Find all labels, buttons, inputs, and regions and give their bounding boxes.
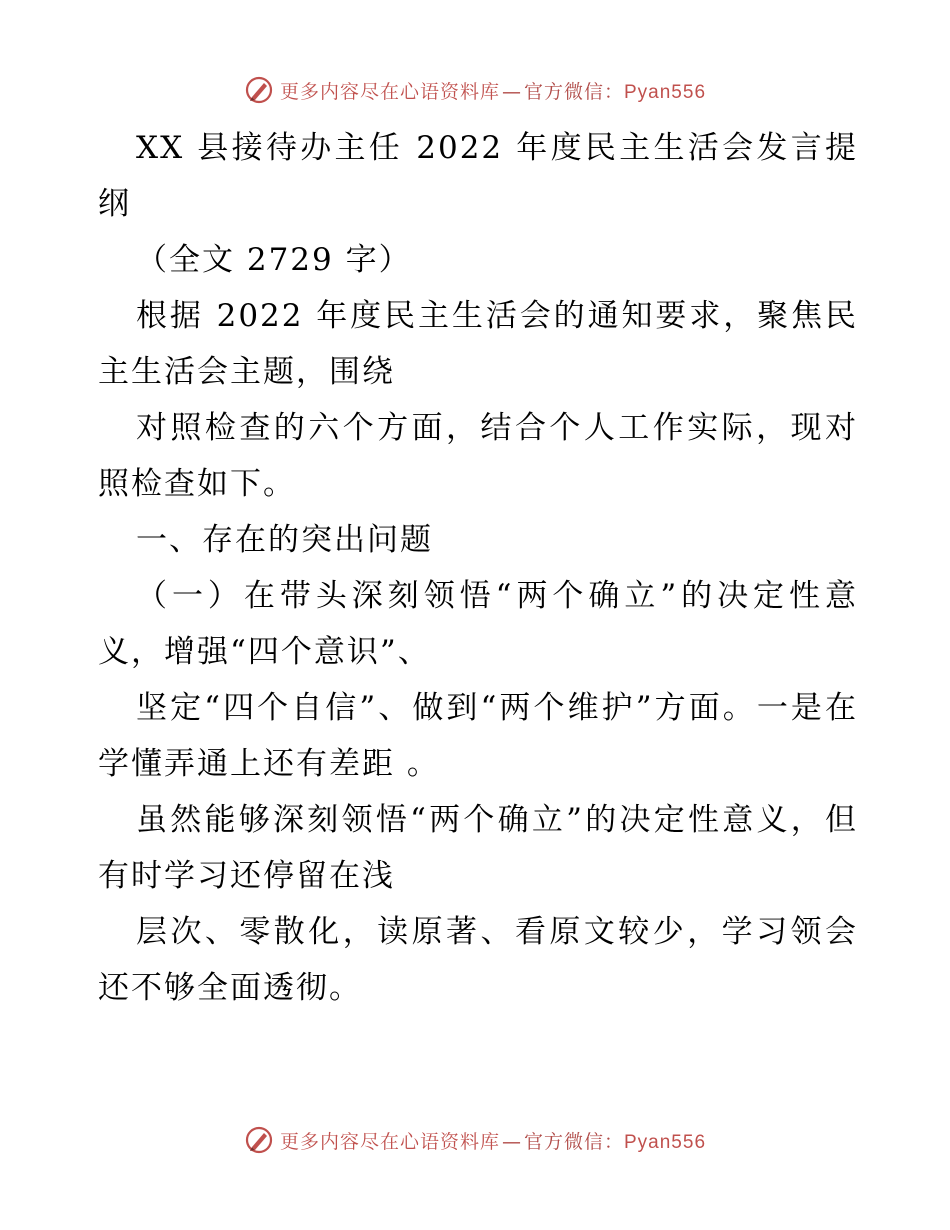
footer-watermark [0,1120,950,1160]
watermark-prefix: 更多内容尽在心语资料库 [279,80,500,103]
section-heading: 一、存在的突出问题 [136,522,433,558]
paragraph: 虽然能够深刻领悟“两个确立”的决定性意义，但有时学习还停留在浅 [98,802,858,894]
subsection-heading: （一）在带头深刻领悟“两个确立”的决定性意义，增强“四个意识”、 [98,578,858,670]
paragraph: 坚定“四个自信”、做到“两个维护”方面。一是在学懂弄通上还有差距 。 [98,690,858,782]
watermark-text [280,77,706,104]
watermark-wechat-id: Pyan556 [624,81,707,103]
watermark-wechat-label: 官方微信： [523,1130,624,1153]
document-title: XX 县接待办主任 2022 年度民主生活会发言提纲 [98,130,858,222]
pen-logo-icon [244,1125,274,1155]
paragraph: 根据 2022 年度民主生活会的通知要求，聚焦民主生活会主题，围绕 [98,298,858,390]
paragraph: 对照检查的六个方面，结合个人工作实际，现对照检查如下。 [98,410,858,502]
watermark-dash: — [501,1130,522,1153]
watermark-wechat-id: Pyan556 [624,1131,707,1153]
document-body [98,120,858,1016]
watermark-prefix: 更多内容尽在心语资料库 [279,1130,500,1153]
word-count: （全文 2729 字） [136,242,412,278]
paragraph: 层次、零散化，读原著、看原文较少，学习领会还不够全面透彻。 [98,914,858,1006]
watermark-wechat-label: 官方微信： [523,80,624,103]
pen-logo-icon [244,75,274,105]
watermark-text [280,1127,706,1154]
header-watermark [0,70,950,110]
watermark-dash: — [501,80,522,103]
